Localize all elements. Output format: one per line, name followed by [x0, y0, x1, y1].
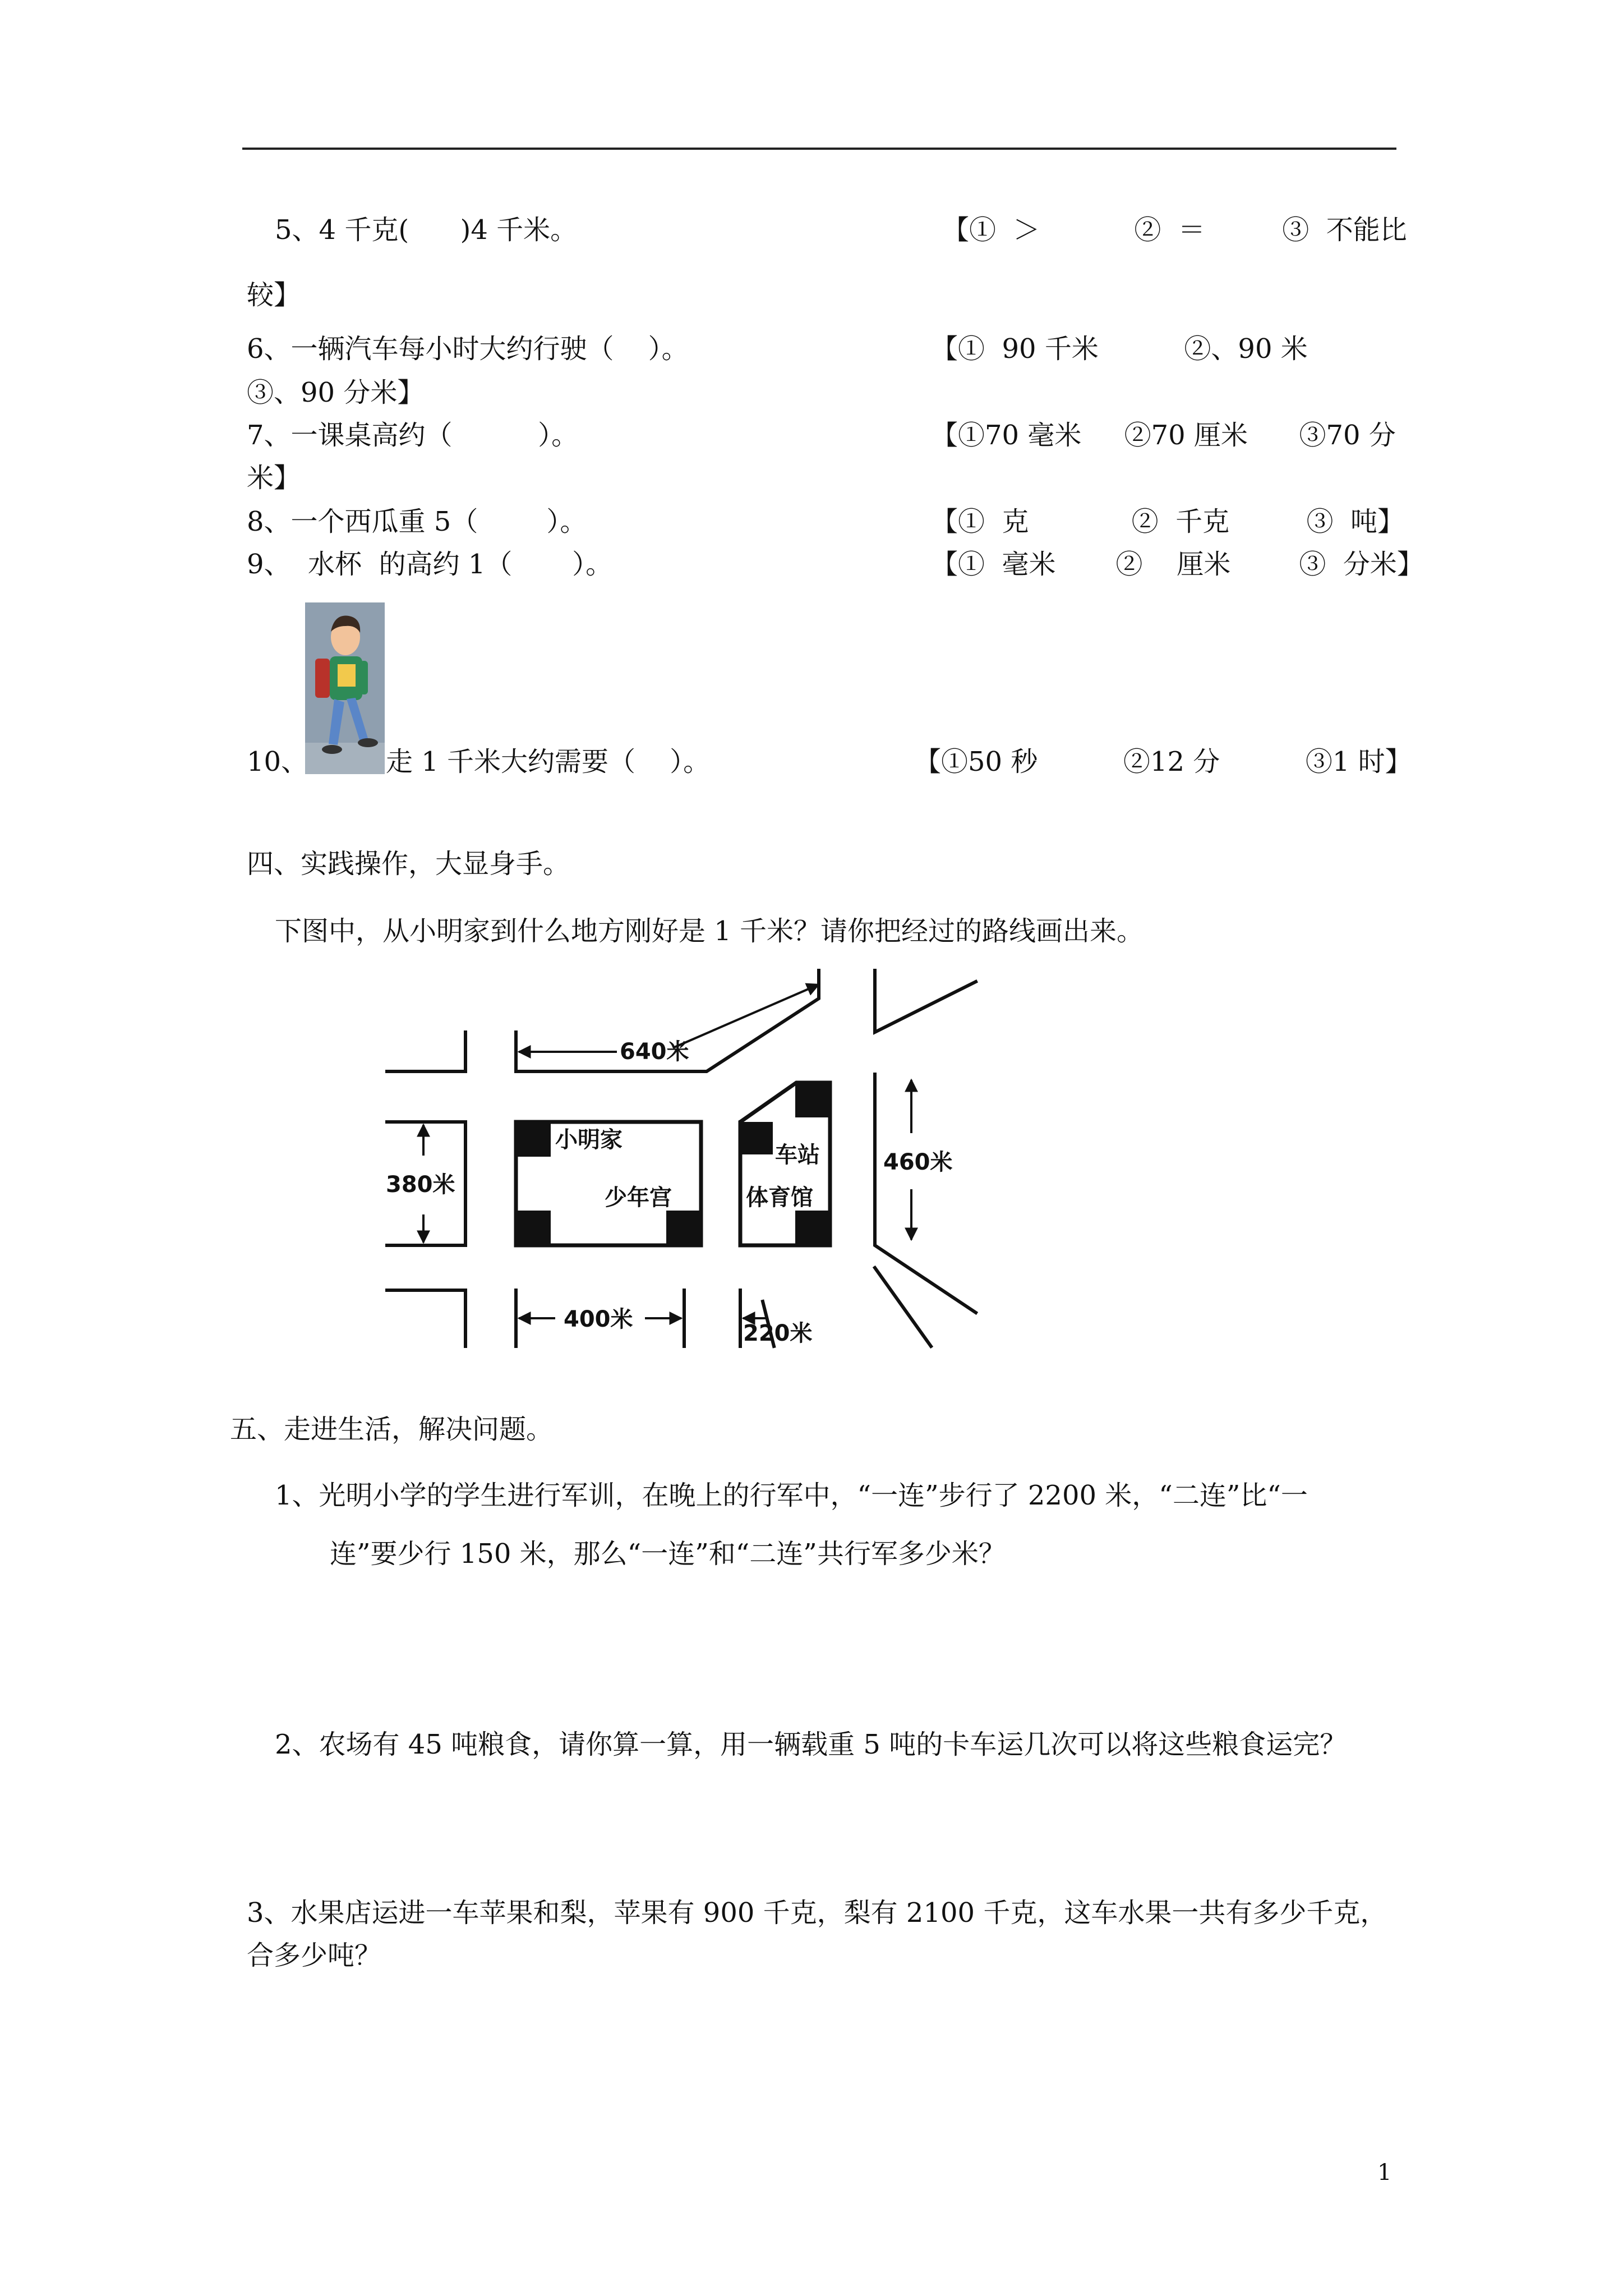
q5-stem: 5、4 千克( )4 千米。	[275, 214, 578, 246]
problem3-line1: 3、水果店运进一车苹果和梨，苹果有 900 千克，梨有 2100 千克，这车水果一共有多少千克，	[247, 1897, 1387, 1929]
label-460m: 460米	[883, 1149, 953, 1175]
q7-options-wrap: 米】	[247, 462, 301, 494]
problem1-line2: 连”要少行 150 米，那么“一连”和“二连”共行军多少米？	[330, 1538, 1006, 1570]
station-marker	[740, 1122, 773, 1154]
page-number: 1	[1377, 2160, 1392, 2185]
q9-options: 【① 毫米 ② 厘米 ③ 分米】	[931, 549, 1424, 580]
q10-number: 10、	[247, 746, 308, 777]
corner-marker-right-top	[795, 1083, 830, 1117]
youth-palace-marker	[666, 1211, 701, 1245]
corner-marker-left-bottom	[516, 1211, 551, 1245]
q6-options-wrap: ③、90 分米】	[247, 377, 425, 408]
problem2: 2、农场有 45 吨粮食，请你算一算，用一辆载重 5 吨的卡车运几次可以将这些粮食运完？	[275, 1729, 1347, 1760]
label-380m: 380米	[386, 1172, 455, 1198]
route-map	[370, 954, 987, 1358]
section5-heading: 五、走进生活，解决问题。	[230, 1414, 554, 1445]
q10-options: 【①50 秒 ②12 分 ③1 时】	[914, 746, 1412, 777]
gym-marker	[795, 1211, 830, 1245]
section4-heading: 四、实践操作，大显身手。	[247, 848, 570, 880]
label-400m: 400米	[564, 1306, 633, 1332]
problem1-line1: 1、光明小学的学生进行军训，在晚上的行军中，“一连”步行了 2200 米，“二连”比“一	[275, 1480, 1308, 1511]
section4-prompt: 下图中，从小明家到什么地方刚好是 1 千米？请你把经过的路线画出来。	[275, 915, 1144, 947]
q6-options: 【① 90 千米 ②、90 米	[931, 333, 1308, 365]
label-220m: 220米	[743, 1320, 813, 1346]
label-gym: 体育馆	[746, 1185, 813, 1211]
q5-options-wrap: 较】	[247, 279, 301, 311]
walking-boy-picture	[305, 602, 385, 774]
dimension-arrows	[423, 984, 911, 1318]
home-marker	[516, 1122, 551, 1157]
q8-stem: 8、一个西瓜重 5（ ）。	[247, 506, 587, 537]
q8-options: 【① 克 ② 千克 ③ 吨】	[931, 506, 1404, 537]
q10-stem: 走 1 千米大约需要（ ）。	[386, 746, 711, 777]
problem3-line2: 合多少吨？	[247, 1940, 382, 1971]
label-youth-palace: 少年宫	[605, 1185, 672, 1211]
label-home: 小明家	[555, 1127, 623, 1153]
label-640m: 640米	[620, 1039, 689, 1065]
q7-options: 【①70 毫米 ②70 厘米 ③70 分	[931, 420, 1396, 451]
q7-stem: 7、一课桌高约（ ）。	[247, 420, 579, 451]
q6-stem: 6、一辆汽车每小时大约行驶（ ）。	[247, 333, 689, 365]
label-station: 车站	[775, 1142, 820, 1168]
q5-options: 【① ＞ ② ＝ ③ 不能比	[942, 214, 1407, 246]
header-rule	[242, 148, 1396, 150]
q9-stem: 9、 水杯 的高约 1（ ）。	[247, 549, 613, 580]
